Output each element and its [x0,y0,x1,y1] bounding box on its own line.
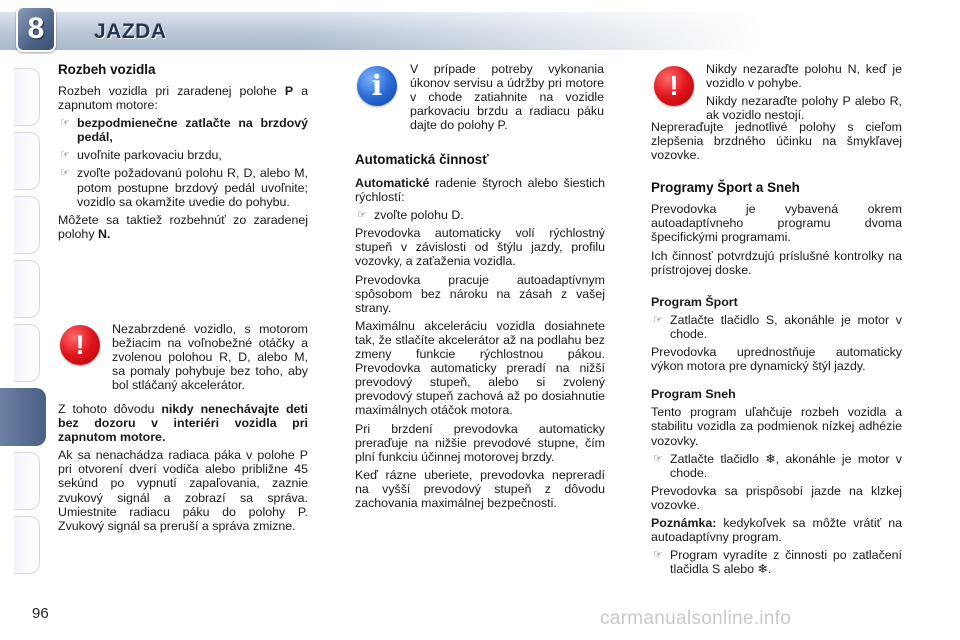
section-heading-programs: Programy Šport a Sneh [651,180,800,196]
pointing-hand-icon: ☞ [357,209,367,222]
pointing-hand-icon: ☞ [653,452,663,465]
chapter-tab[interactable] [14,452,40,510]
warning-block-bottom [58,402,308,533]
snow-text-2: Prevodovka sa prispôsobí jazde na klzkej vozovke. [651,483,902,512]
warning-line-3: Nepreraďujte jednotlivé polohy s cieľom zlepšenia brzdného účinku na šmykľavej vozovke. [651,120,902,163]
snow-text: Tento program uľahčuje rozbeh vozidla a stabilitu vozidla za podmienok nízkej adhézie vozovky. [651,405,902,448]
warning-icon: ! [60,325,100,365]
step-bullet: ☞ uvoľnite parkovaciu brzdu, [60,148,222,163]
warning-line-2: Nikdy nezaraďte polohy P alebo R, ak vozidlo nestojí. [706,94,902,123]
sport-heading: Program Šport [651,294,738,309]
automatic-text-4: Pri brzdení prevodovka automaticky preraďuje na nižšie prevodové stupne, čím plní funkciu účinnej motorovej brzdy. [355,421,605,464]
step-bullet: ☞ Zatlačte tlačidlo S, akonáhle je motor v chode. [653,312,902,341]
chapter-tabs [0,52,42,582]
column-left [58,62,308,241]
info-text: V prípade potreby vykonania úkonov servisu a údržby pri motore v chode zatiahnite na vozidle parkovaciu brzdu a radiacu páku dajte do polohy P. [410,62,604,133]
note-text: Poznámka: kedykoľvek sa môžte vrátiť na autoadaptívny program. [651,515,902,545]
watermark: carmanualsonline.info [600,608,792,629]
chapter-tab[interactable] [14,516,40,574]
chapter-tab[interactable] [14,132,40,190]
snow-heading: Program Sneh [651,387,736,402]
pointing-hand-icon: ☞ [60,167,70,180]
info-icon: i [357,66,397,106]
warning-block-right [706,62,902,122]
programs-intro-1: Prevodovka je vybavená okrem autoadaptívneho programu dvoma špecifickými programami. [651,202,902,245]
chapter-number-badge: 8 [16,6,56,52]
step-bullet: ☞ bezpodmienečne zatlačte na brzdový pedál, [60,116,308,145]
warning-text-2: Z tohoto dôvodu nikdy nenechávajte deti bez dozoru v interiéri vozidla pri zapnutom motore. [58,402,308,445]
step-bullet: ☞ zvoľte polohu D. [357,208,464,223]
warning-icon: ! [654,66,694,106]
automatic-text-5: Keď rázne uberiete, prevodovka nepreradí na vyšší prevodový stupeň z dôvodu zachovania maximálnej bezpečnosti. [355,467,605,510]
chapter-tab-active[interactable] [0,388,46,446]
step-bullet: ☞ Program vyradíte z činnosti po zatlačení tlačidla S alebo ❄. [653,548,902,577]
pointing-hand-icon: ☞ [653,313,663,326]
section-heading-start: Rozbeh vozidla [58,62,156,77]
column-right [651,120,902,576]
automatic-intro: Automatické radenie štyroch alebo šiestich rýchlostí: [355,176,605,205]
column-middle [355,152,605,510]
programs-intro-2: Ich činnosť potvrdzujú príslušné kontrolky na prístrojovej doske. [651,248,902,277]
sport-text: Prevodovka uprednostňuje automaticky výkon motora pre dynamický štýl jazdy. [651,345,902,374]
step-bullet: ☞ zvoľte požadovanú polohu R, D, alebo M, potom postupne brzdový pedál uvoľnite; vozidlo sa okamžite uvedie do pohybu. [60,166,308,209]
page-number: 96 [32,605,49,622]
step-bullet: ☞ Zatlačte tlačidlo ❄, akonáhle je motor v chode. [653,451,902,480]
automatic-text-2: Prevodovka pracuje autoadaptívnym spôsobom bez nároku na zásah z vašej strany. [355,272,605,315]
intro-text: Rozbeh vozidla pri zaradenej polohe P a zapnutom motore: [58,84,308,113]
chapter-tab[interactable] [14,324,40,382]
warning-block-top [112,322,308,400]
chapter-tab[interactable] [14,68,40,126]
pointing-hand-icon: ☞ [60,117,70,130]
warning-line-1: Nikdy nezaraďte polohu N, keď je vozidlo v pohybe. [706,62,902,91]
pointing-hand-icon: ☞ [653,549,663,562]
warning-text: Nezabrzdené vozidlo, s motorom bežiacim na voľnobežné otáčky a zvolenou polohou R, D, alebo M, sa pomaly pohybuje bez toho, aby bol stláčaný akcelerátor. [112,322,308,393]
automatic-text-1: Prevodovka automaticky volí rýchlostný stupeň v závislosti od štýlu jazdy, profilu vozovky, a zaťaženia vozidla. [355,226,605,269]
extra-text: Môžete sa taktiež rozbehnúť zo zaradenej polohy N. [58,212,308,241]
automatic-text-3: Maximálnu akceleráciu vozidla dosiahnete tak, že stlačíte akcelerátor až na podlahu bez zmeny funkcie rýchlostnou pákou. Prevodovka automaticky preradí na nižší prevodový stupeň, alebo si zvolený prevodový stupeň zachová až po dosiahnutie maximálnych otáčok motora. [355,318,605,418]
section-heading-automatic: Automatická činnosť [355,152,489,167]
warning-text-3: Ak sa nenachádza radiaca páka v polohe P pri otvorení dverí vodiča alebo približne 45 sekúnd po vypnutí zapaľovania, zaznie zvukový signál a zobrazí sa správa. Umiestnite radiacu páku do polohy P. Zvukový signál sa preruší a správa zmizne. [58,448,308,533]
chapter-title: JAZDA [94,20,167,43]
chapter-tab[interactable] [14,196,40,254]
info-block [410,62,604,132]
pointing-hand-icon: ☞ [60,149,70,162]
chapter-tab[interactable] [14,260,40,318]
